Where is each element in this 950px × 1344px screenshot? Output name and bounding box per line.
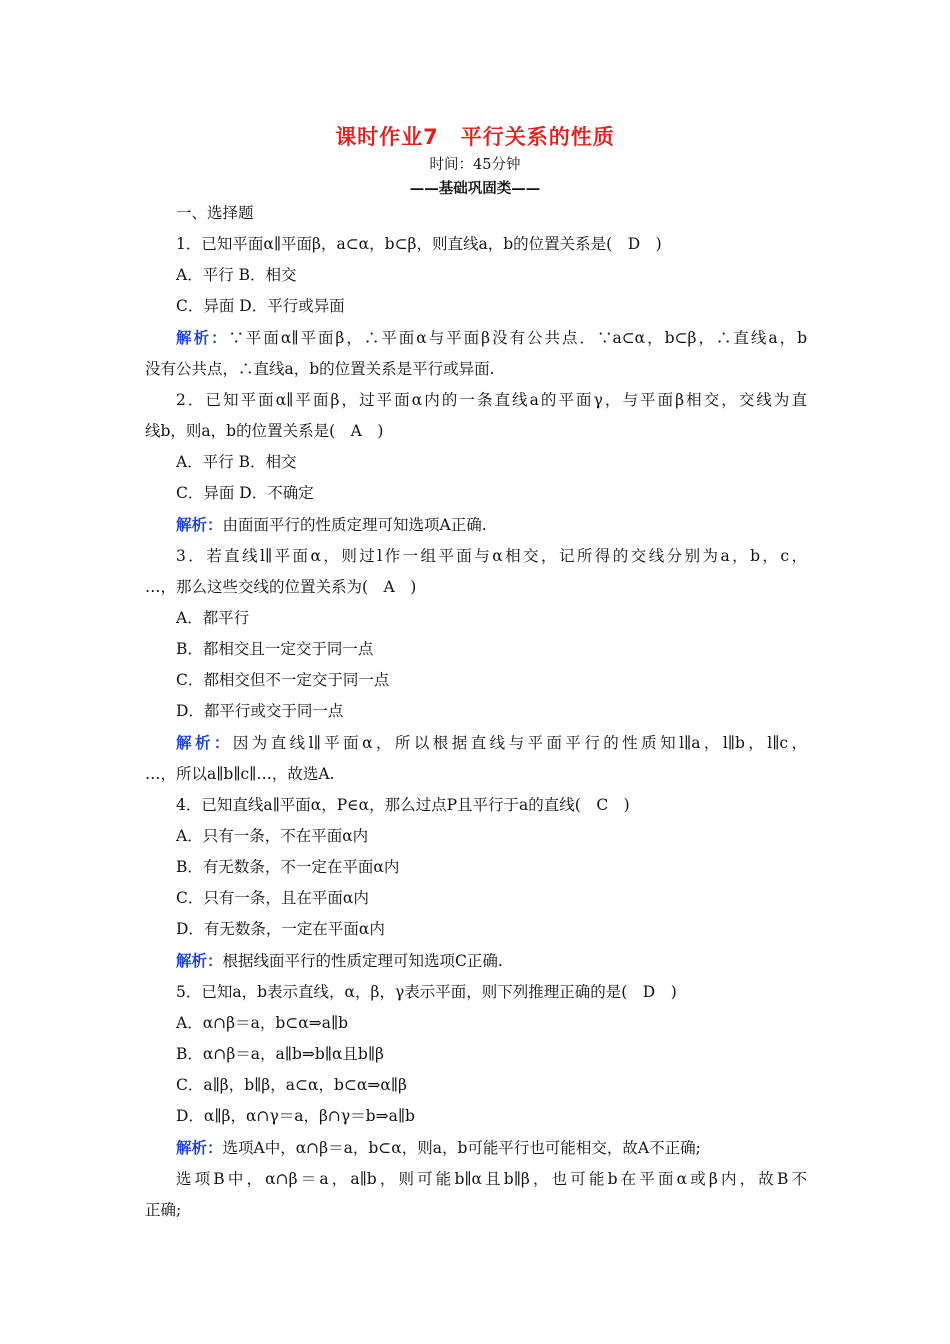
- q1-analysis-line: 没有公共点，∴直线a，b的位置关系是平行或异面.: [145, 360, 495, 378]
- q4-option: D．有无数条，一定在平面α内: [176, 920, 385, 938]
- q2-option: C．异面 D．不确定: [176, 484, 314, 502]
- q5-option: B．α∩β＝a，a∥b⇒b∥α且b∥β: [176, 1045, 384, 1063]
- page-title: 课时作业7 平行关系的性质: [335, 125, 615, 149]
- q5-analysis-line: 选项B中，α∩β＝a，a∥b，则可能b∥α且b∥β，也可能b在平面α或β内，故B不: [176, 1170, 807, 1188]
- analysis-label: 解析：: [176, 951, 223, 970]
- q2-stem: 线b，则a，b的位置关系是( A ): [145, 422, 384, 440]
- q3-option: C．都相交但不一定交于同一点: [176, 671, 390, 689]
- q5-option: A．α∩β＝a，b⊂α⇒a∥b: [176, 1014, 349, 1032]
- q2-stem: 2．已知平面α∥平面β，过平面α内的一条直线a的平面γ，与平面β相交，交线为直: [176, 391, 807, 409]
- q4-stem: 4．已知直线a∥平面α，P∈α，那么过点P且平行于a的直线( C ): [176, 796, 630, 814]
- q3-option: A．都平行: [176, 609, 250, 627]
- q5-option: C．a∥β，b∥β，a⊂α，b⊂α⇒α∥β: [176, 1076, 407, 1094]
- q1-analysis-line: 解析：∵平面α∥平面β，∴平面α与平面β没有公共点．∵a⊂α，b⊂β，∴直线a，b: [176, 328, 807, 347]
- analysis-label: 解析：: [176, 1138, 223, 1157]
- q3-option: D．都平行或交于同一点: [176, 702, 344, 720]
- section-heading: 一、选择题: [176, 204, 254, 222]
- category-heading: ——基础巩固类——: [409, 180, 541, 197]
- q5-stem: 5．已知a，b表示直线，α，β，γ表示平面，则下列推理正确的是( D ): [176, 983, 677, 1001]
- q1-stem: 1．已知平面α∥平面β，a⊂α，b⊂β，则直线a，b的位置关系是( D ): [176, 235, 662, 253]
- q3-analysis-line: …，所以a∥b∥c∥…，故选A.: [145, 765, 335, 783]
- q3-option: B．都相交且一定交于同一点: [176, 640, 374, 658]
- q4-analysis-line: 解析：根据线面平行的性质定理可知选项C正确.: [176, 951, 503, 970]
- q3-analysis-line: 解析：因为直线l∥平面α，所以根据直线与平面平行的性质知l∥a，l∥b，l∥c，: [176, 733, 807, 752]
- q3-stem: …，那么这些交线的位置关系为( A ): [145, 578, 417, 596]
- q5-analysis-line: 正确;: [145, 1201, 182, 1219]
- time-limit: 时间：45分钟: [429, 157, 521, 173]
- q5-analysis-line: 解析：选项A中，α∩β＝a，b⊂α，则a，b可能平行也可能相交，故A不正确;: [176, 1138, 701, 1157]
- q5-option: D．α∥β，α∩γ＝a，β∩γ＝b⇒a∥b: [176, 1107, 415, 1125]
- question-content: [145, 198, 807, 1226]
- q3-stem: 3．若直线l∥平面α，则过l作一组平面与α相交，记所得的交线分别为a，b，c，: [176, 547, 807, 565]
- q4-option: A．只有一条，不在平面α内: [176, 827, 369, 845]
- q4-option: B．有无数条，不一定在平面α内: [176, 858, 400, 876]
- analysis-label: 解析：: [176, 328, 229, 347]
- analysis-label: 解析：: [176, 515, 223, 534]
- q1-option: C．异面 D．平行或异面: [176, 297, 345, 315]
- q2-option: A．平行 B．相交: [176, 453, 297, 471]
- q1-option: A．平行 B．相交: [176, 266, 297, 284]
- q2-analysis-line: 解析：由面面平行的性质定理可知选项A正确.: [176, 515, 487, 534]
- q4-option: C．只有一条，且在平面α内: [176, 889, 369, 907]
- analysis-label: 解析：: [176, 733, 233, 752]
